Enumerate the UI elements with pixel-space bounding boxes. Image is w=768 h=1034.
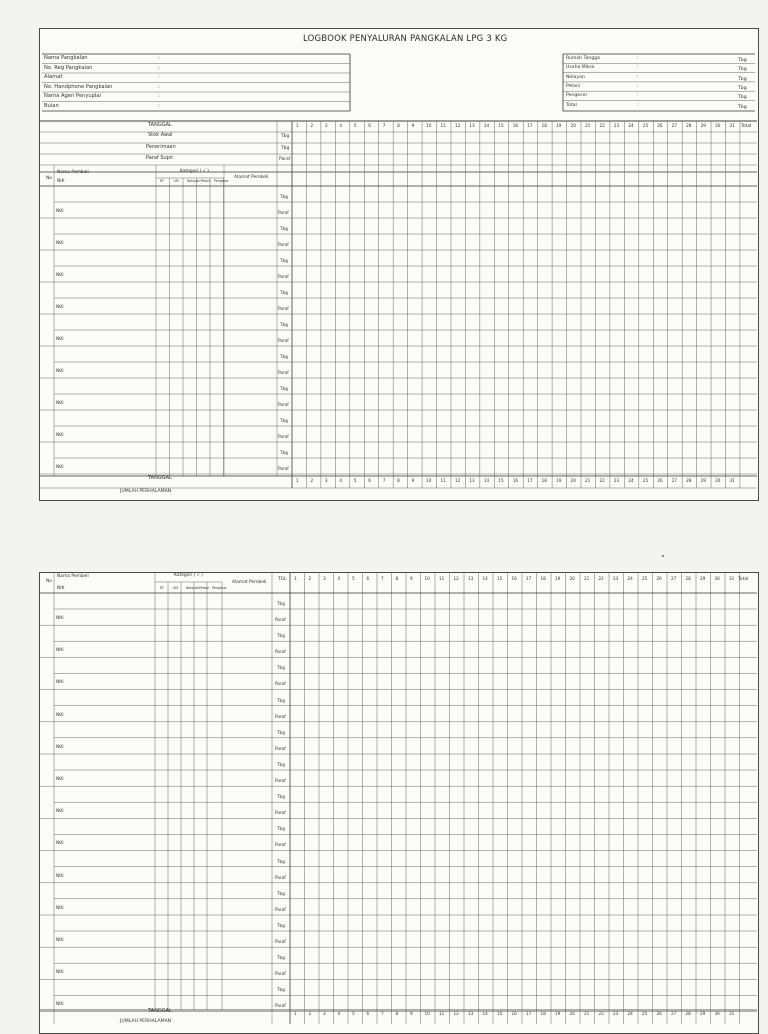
p2-day-footer-27: 27: [671, 1011, 677, 1016]
p2-row-paraf-3: Paraf: [275, 713, 286, 719]
p2-day-footer-6: 6: [366, 1011, 370, 1016]
p2-day-header-19: 19: [555, 576, 561, 581]
p2-kategori-sub-2: Nelayan: [186, 586, 200, 590]
p2-day-header-3: 3: [323, 576, 326, 581]
p1-row-tbg-1: Tbg: [280, 226, 288, 231]
p1-day-footer-10: 10: [426, 478, 432, 483]
p2-row-nik-8: NIK:: [56, 872, 65, 878]
summary-sep-0: :: [637, 56, 639, 61]
p2-day-footer-2: 2: [308, 1011, 312, 1016]
p1-day-header-12: 12: [454, 123, 461, 128]
p1-day-footer-1: 1: [296, 478, 299, 483]
summary-label-0: Rumah Tangga: [566, 56, 600, 61]
p2-row-paraf-2: Paraf: [275, 681, 286, 687]
summary-unit-3: Tbg: [738, 85, 747, 91]
p2-row-paraf-4: Paraf: [275, 745, 286, 751]
p1-penerimaan-unit: Tbg: [281, 146, 290, 151]
p1-row-paraf-4: Paraf: [278, 338, 289, 343]
p2-row-tbg-8: Tbg: [277, 858, 285, 864]
p2-day-header-11: 11: [439, 576, 445, 581]
p1-row-nik-2: NIK:: [56, 272, 65, 277]
p2-day-header-10: 10: [424, 576, 430, 581]
p2-day-header-22: 22: [598, 576, 604, 581]
p1-day-header-14: 14: [483, 123, 490, 128]
p1-kategori-label: Kategori ( √ ): [180, 169, 209, 174]
summary-unit-2: Tbg: [738, 76, 747, 82]
p2-row-tbg-12: Tbg: [277, 987, 285, 993]
p2-day-footer-14: 14: [482, 1011, 488, 1016]
p2-day-footer-19: 19: [555, 1011, 561, 1016]
p2-day-header-6: 6: [366, 576, 370, 581]
p2-day-header-13: 13: [468, 576, 474, 581]
info-sep-4: :: [158, 93, 160, 99]
p1-stok-unit: Tbg: [281, 134, 290, 139]
p2-day-footer-12: 12: [453, 1011, 459, 1016]
p1-alamat-pembeli-label: Alamat Pembeli: [234, 175, 269, 180]
p2-row-paraf-11: Paraf: [275, 971, 286, 977]
p2-day-header-21: 21: [584, 576, 590, 581]
p2-row-tbg-0: Tbg: [277, 601, 285, 606]
p1-day-header-3: 3: [324, 123, 328, 128]
p2-day-header-25: 25: [642, 576, 648, 581]
p2-row-paraf-8: Paraf: [275, 874, 286, 880]
p2-day-footer-13: 13: [468, 1011, 474, 1016]
p2-day-header-27: 27: [671, 576, 677, 581]
summary-label-1: Usaha Mikro: [566, 65, 595, 71]
p2-day-footer-16: 16: [511, 1011, 517, 1016]
p2-row-nik-2: NIK:: [56, 679, 65, 685]
info-label-4: Nama Agen Penyuplai: [44, 93, 102, 99]
p2-row-paraf-6: Paraf: [275, 810, 286, 816]
p1-day-footer-27: 27: [671, 478, 678, 483]
p2-day-footer-4: 4: [337, 1011, 341, 1016]
p2-row-paraf-7: Paraf: [275, 842, 286, 848]
p2-day-footer-31: 31: [729, 1011, 735, 1016]
p1-row-paraf-1: Paraf: [278, 242, 289, 247]
p2-day-header-2: 2: [308, 576, 312, 581]
p2-day-header-5: 5: [352, 576, 355, 581]
p2-day-footer-10: 10: [424, 1011, 430, 1016]
p1-day-header-5: 5: [353, 123, 357, 128]
p2-footer-tanggal: TANGGAL: [148, 1008, 172, 1014]
p2-day-header-14: 14: [482, 576, 488, 581]
p1-row-nik-8: NIK:: [56, 464, 65, 469]
p2-day-header-23: 23: [613, 576, 619, 581]
p1-day-footer-21: 21: [585, 478, 591, 483]
p2-row-tbg-11: Tbg: [277, 955, 285, 961]
p1-row-nik-0: NIK:: [56, 208, 65, 213]
p1-row-tbg-5: Tbg: [280, 354, 288, 359]
p1-nik-header: NIK: [57, 179, 65, 184]
p2-nik-header: NIK: [57, 586, 65, 591]
p1-row-tbg-7: Tbg: [280, 418, 288, 423]
p2-day-footer-9: 9: [410, 1011, 413, 1016]
p2-day-footer-26: 26: [656, 1011, 662, 1016]
p2-day-header-12: 12: [453, 576, 459, 581]
p2-day-header-31: 31: [729, 576, 735, 581]
p2-day-header-8: 8: [395, 576, 399, 581]
p1-row-tbg-4: Tbg: [280, 322, 288, 327]
p2-day-header-20: 20: [569, 576, 575, 581]
p2-row-tbg-10: Tbg: [277, 923, 285, 928]
p1-day-footer-31: 31: [729, 478, 735, 483]
info-sep-3: :: [158, 83, 160, 90]
p1-day-header-22: 22: [599, 123, 605, 128]
p2-kategori-sub-3: Petani: [199, 586, 209, 590]
p2-day-header-15: 15: [497, 576, 503, 581]
p2-day-header-26: 26: [656, 576, 662, 581]
p1-day-footer-22: 22: [599, 478, 605, 483]
p2-row-paraf-10: Paraf: [275, 939, 286, 944]
p2-row-tbg-6: Tbg: [277, 794, 285, 800]
p1-day-header-20: 20: [570, 123, 576, 128]
summary-sep-4: :: [637, 93, 639, 99]
p1-row-nik-3: NIK:: [56, 304, 65, 309]
summary-sep-3: :: [637, 83, 639, 89]
summary-unit-5: Tbg: [738, 104, 747, 110]
p2-nama-pembeli-label: Nama Pembeli: [57, 574, 89, 579]
p2-row-nik-4: NIK:: [56, 743, 65, 749]
p2-day-footer-15: 15: [497, 1011, 503, 1016]
p1-day-footer-7: 7: [382, 478, 386, 483]
p2-kategori-label: Kategori ( √ ): [174, 573, 203, 578]
summary-sep-5: :: [637, 102, 639, 108]
p2-row-nik-3: NIK:: [56, 711, 65, 717]
p2-row-paraf-5: Paraf: [275, 778, 286, 783]
p1-tanggal-label: TANGGAL: [148, 122, 172, 128]
p1-day-footer-4: 4: [339, 478, 343, 483]
summary-label-5: Total: [566, 102, 577, 108]
p2-row-nik-1: NIK:: [56, 647, 65, 653]
info-sep-5: :: [158, 102, 160, 109]
p1-day-header-15: 15: [498, 123, 504, 128]
p1-row-tbg-6: Tbg: [280, 386, 288, 391]
p2-day-footer-1: 1: [294, 1011, 297, 1016]
p1-day-header-31: 31: [729, 123, 735, 128]
p2-day-header-17: 17: [526, 576, 532, 581]
p2-day-footer-18: 18: [540, 1011, 546, 1016]
p1-row-tbg-3: Tbg: [280, 290, 288, 295]
p1-paraf-supir-unit: Paraf: [279, 157, 291, 162]
p2-jumlah-perhalaman: JUMLAH PERHALAMAN: [120, 1019, 172, 1024]
p1-day-header-11: 11: [440, 123, 446, 128]
info-label-0: Nama Pangkalan: [44, 55, 88, 61]
p1-day-footer-8: 8: [397, 478, 400, 483]
info-label-5: Bulan: [44, 102, 59, 109]
p1-day-footer-18: 18: [541, 478, 547, 483]
summary-unit-4: Tbg: [738, 95, 747, 101]
p2-day-footer-22: 22: [598, 1011, 604, 1016]
p2-day-footer-21: 21: [584, 1011, 590, 1016]
p2-day-header-7: 7: [381, 576, 384, 581]
p2-day-footer-11: 11: [439, 1011, 445, 1016]
p1-day-footer-5: 5: [353, 478, 357, 483]
p2-day-footer-23: 23: [613, 1011, 619, 1016]
info-sep-1: :: [158, 64, 160, 71]
p1-day-header-21: 21: [585, 123, 591, 128]
p2-day-footer-17: 17: [526, 1011, 532, 1016]
p1-day-header-24: 24: [628, 123, 634, 128]
p2-day-footer-8: 8: [395, 1011, 399, 1016]
p1-row-tbg-0: Tbg: [280, 194, 288, 199]
p1-day-header-16: 16: [512, 123, 519, 128]
p1-row-nik-5: NIK:: [56, 368, 65, 373]
p2-row-tbg-1: Tbg: [277, 633, 285, 639]
p2-day-footer-24: 24: [627, 1011, 633, 1016]
p2-row-nik-0: NIK:: [56, 615, 65, 620]
p1-stok-awal-label: Stok Awal: [148, 132, 173, 138]
p2-day-header-24: 24: [627, 576, 633, 581]
p2-day-header-29: 29: [700, 576, 706, 581]
summary-sep-1: :: [637, 65, 639, 71]
p1-day-footer-17: 17: [527, 478, 533, 483]
p2-row-tbg-5: Tbg: [277, 762, 285, 767]
p2-row-tbg-2: Tbg: [277, 665, 285, 671]
p2-row-paraf-1: Paraf: [275, 649, 286, 655]
p2-alamat-pembeli-label: Alamat Pembeli: [232, 580, 267, 585]
p1-day-footer-23: 23: [613, 478, 620, 483]
p2-day-footer-28: 28: [685, 1011, 691, 1016]
p1-row-paraf-3: Paraf: [278, 306, 289, 311]
p2-no-label: No: [46, 579, 52, 584]
p1-day-footer-3: 3: [324, 478, 328, 483]
p2-row-tbg-3: Tbg: [277, 697, 285, 703]
p2-row-nik-10: NIK:: [56, 937, 65, 942]
p1-row-paraf-5: Paraf: [278, 370, 289, 375]
p1-penerimaan-label: Penerimaan: [146, 144, 176, 150]
p2-day-header-16: 16: [511, 576, 517, 581]
p2-day-header-9: 9: [410, 576, 413, 581]
p1-row-nik-4: NIK:: [56, 336, 65, 341]
p1-day-footer-20: 20: [570, 478, 576, 483]
p2-day-footer-30: 30: [714, 1011, 720, 1016]
p2-row-tbg-4: Tbg: [277, 729, 285, 735]
p2-row-paraf-0: Paraf: [275, 617, 286, 622]
p1-day-header-2: 2: [310, 123, 314, 128]
info-label-3: No. Handphone Pangkalan: [44, 83, 113, 90]
p1-day-header-9: 9: [411, 123, 415, 128]
p1-row-paraf-7: Paraf: [278, 434, 289, 439]
p1-day-header-8: 8: [397, 123, 400, 128]
p1-day-footer-2: 2: [310, 478, 314, 483]
p1-kategori-sub-4: Pengecer: [214, 179, 229, 183]
p1-row-paraf-0: Paraf: [278, 210, 289, 215]
p1-kategori-sub-3: Petani: [200, 179, 211, 183]
p1-total-label: Total: [741, 124, 752, 129]
p2-kategori-sub-4: Pengecer: [212, 586, 227, 590]
p2-day-header-28: 28: [685, 576, 691, 581]
p2-day-footer-7: 7: [381, 1011, 384, 1016]
p1-day-header-7: 7: [382, 123, 386, 128]
p2-row-tbg-9: Tbg: [277, 890, 285, 896]
p2-kategori-sub-1: UM: [173, 586, 179, 590]
info-label-2: Alamat: [44, 74, 63, 80]
summary-label-4: Pengecer: [566, 93, 588, 99]
p2-row-nik-12: NIK:: [56, 1001, 65, 1007]
p2-day-header-4: 4: [337, 576, 341, 581]
p1-day-header-28: 28: [686, 123, 692, 128]
p1-day-footer-16: 16: [512, 478, 519, 483]
p2-total-label: Total: [738, 577, 749, 582]
p1-day-header-23: 23: [613, 123, 620, 128]
p1-row-paraf-2: Paraf: [278, 274, 289, 279]
p1-row-tbg-8: Tbg: [280, 450, 288, 455]
p1-day-footer-30: 30: [715, 478, 721, 483]
p1-day-footer-13: 13: [469, 478, 475, 483]
p1-no-label: No: [46, 176, 52, 181]
p1-day-footer-29: 29: [700, 478, 706, 483]
info-label-1: No. Reg Pangkalan: [44, 64, 93, 71]
p2-day-footer-5: 5: [352, 1011, 355, 1016]
p2-day-footer-29: 29: [700, 1011, 706, 1016]
p2-kategori-sub-0: RT: [160, 586, 164, 590]
p1-day-header-4: 4: [339, 123, 343, 128]
p2-row-nik-9: NIK:: [56, 904, 65, 910]
p1-day-footer-9: 9: [411, 478, 415, 483]
p1-day-header-17: 17: [527, 123, 533, 128]
summary-sep-2: :: [637, 74, 639, 80]
p1-paraf-supir-label: Paraf Supir: [146, 155, 174, 161]
p2-row-tbg-7: Tbg: [277, 826, 285, 832]
p1-day-footer-26: 26: [657, 478, 663, 483]
p2-row-nik-6: NIK:: [56, 808, 65, 814]
p1-row-nik-6: NIK:: [56, 400, 65, 405]
page-title: LOGBOOK PENYALURAN PANGKALAN LPG 3 KG: [303, 34, 508, 44]
p2-row-nik-11: NIK:: [56, 969, 65, 975]
p1-footer-tanggal: TANGGAL: [148, 475, 172, 481]
info-sep-2: :: [158, 74, 160, 80]
p1-day-footer-14: 14: [483, 478, 490, 483]
p1-row-nik-1: NIK:: [56, 240, 65, 245]
p2-row-paraf-12: Paraf: [275, 1003, 286, 1009]
p1-day-footer-24: 24: [628, 478, 634, 483]
p1-row-tbg-2: Tbg: [280, 258, 288, 263]
p2-row-nik-5: NIK:: [56, 776, 65, 781]
p2-row-nik-7: NIK:: [56, 840, 65, 846]
p1-day-header-29: 29: [700, 123, 706, 128]
p2-day-header-30: 30: [714, 576, 720, 581]
p1-kategori-sub-0: RT: [160, 179, 164, 183]
p1-day-header-25: 25: [642, 123, 649, 128]
p1-kategori-sub-2: Nelayan: [187, 179, 201, 183]
p2-tgl-label: TGL: [278, 577, 287, 582]
p1-day-header-30: 30: [715, 123, 721, 128]
p1-day-footer-11: 11: [440, 478, 446, 483]
p1-day-footer-12: 12: [454, 478, 461, 483]
p1-day-footer-25: 25: [642, 478, 649, 483]
summary-label-3: Petani: [566, 83, 581, 89]
p1-row-nik-7: NIK:: [56, 432, 65, 437]
p1-nama-pembeli-label: Nama Pembeli: [57, 170, 89, 175]
p2-day-header-18: 18: [540, 576, 546, 581]
stray-dot: [662, 555, 664, 557]
summary-label-2: Nelayan: [566, 74, 585, 80]
p2-day-footer-3: 3: [323, 1011, 326, 1016]
p1-kategori-sub-1: UM: [173, 179, 179, 183]
p1-jumlah-perhalaman: JUMLAH PERHALAMAN: [120, 489, 172, 494]
p1-day-footer-19: 19: [556, 478, 562, 483]
p1-day-header-1: 1: [296, 123, 299, 128]
p2-day-header-1: 1: [294, 576, 297, 581]
p2-day-footer-25: 25: [642, 1011, 648, 1016]
p1-row-paraf-6: Paraf: [278, 402, 289, 407]
p1-day-header-18: 18: [541, 123, 547, 128]
p1-day-header-19: 19: [556, 123, 562, 128]
p1-day-footer-15: 15: [498, 478, 504, 483]
p1-day-header-10: 10: [426, 123, 432, 128]
p1-row-paraf-8: Paraf: [278, 466, 289, 471]
p1-day-header-27: 27: [671, 123, 678, 128]
p1-day-footer-6: 6: [368, 478, 371, 483]
p2-row-paraf-9: Paraf: [275, 906, 286, 912]
p1-day-footer-28: 28: [686, 478, 692, 483]
p1-day-header-13: 13: [469, 123, 475, 128]
p1-day-header-6: 6: [368, 123, 371, 128]
summary-unit-0: Tbg: [738, 58, 747, 63]
p2-day-footer-20: 20: [569, 1011, 575, 1016]
summary-unit-1: Tbg: [738, 67, 747, 73]
p1-day-header-26: 26: [657, 123, 663, 128]
info-sep-0: :: [158, 55, 160, 61]
